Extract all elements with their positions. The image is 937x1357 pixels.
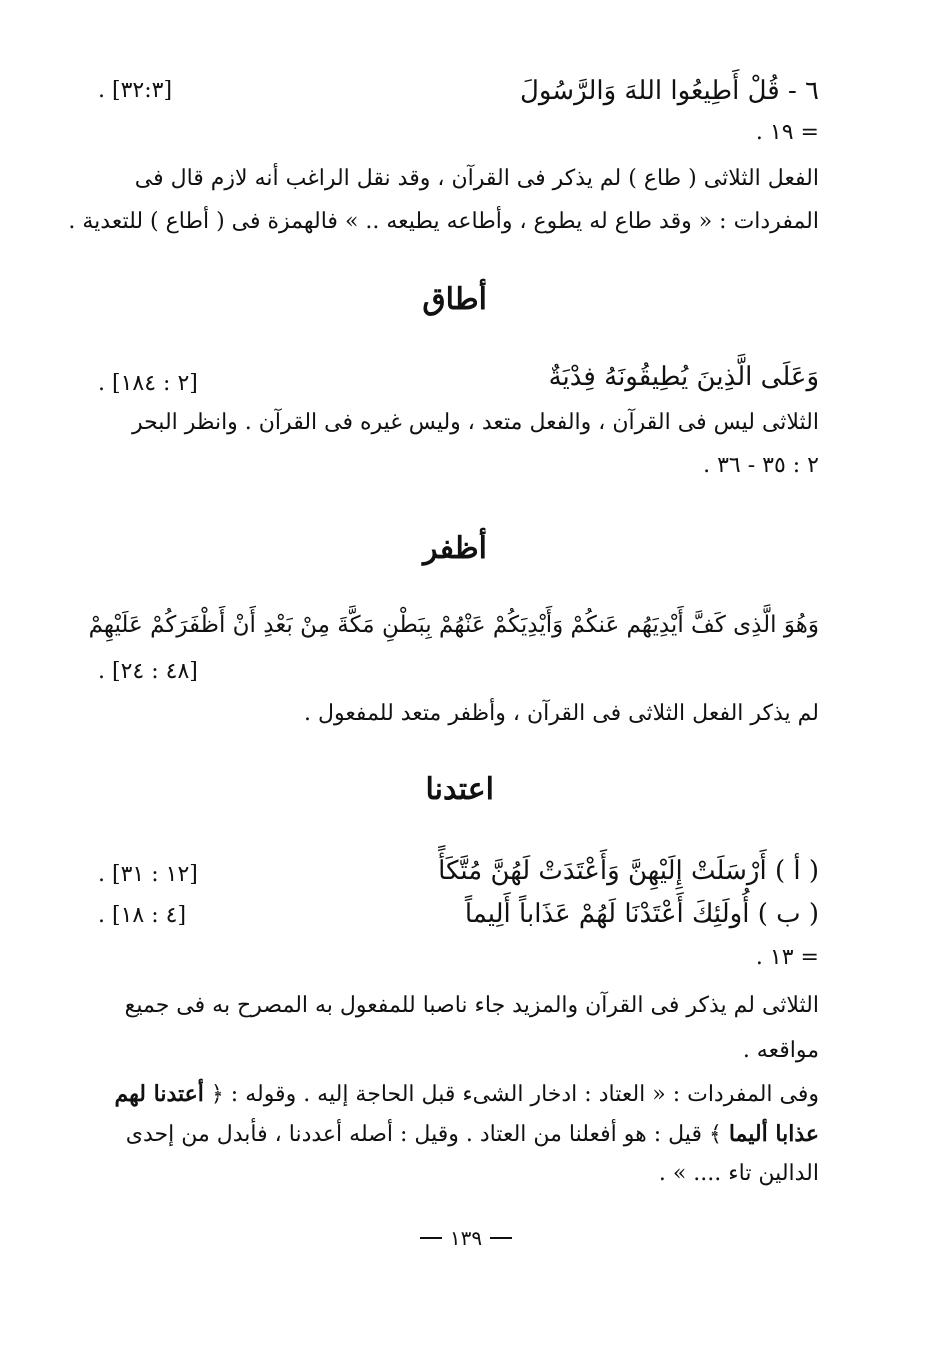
verse-reference: [٤٨ : ٢٤] . (98, 659, 198, 684)
verse-reference: [٤ : ١٨] . (98, 903, 187, 928)
paragraph-line: ٢ : ٣٥ - ٣٦ . (703, 453, 819, 478)
verse-line: وَعَلَى الَّذِينَ يُطِيقُونَهُ فِدْيَةٌ (548, 362, 819, 392)
folio-dash (490, 1237, 512, 1239)
verse-line: وَهُوَ الَّذِى كَفَّ أَيْدِيَهُم عَنكُمْ وَأَيْدِيَكُمْ عَنْهُمْ بِبَطْنِ مَكَّةَ مِنْ بَعْدِ أَنْ أَظْفَرَكُمْ عَلَيْهِمْ (88, 612, 819, 638)
verse-line-a: ( أ ) أَرْسَلَتْ إِلَيْهِنَّ وَأَعْتَدَتْ لَهُنَّ مُتَّكَأً (438, 856, 819, 886)
entry-heading: أطاق (422, 282, 487, 317)
page-number-text: ١٣٩ (449, 1226, 483, 1250)
paragraph-line: المفردات : « وقد طاع له يطوع ، وأطاعه يطيعه .. » فالهمزة فى ( أطاع ) للتعدية . (68, 209, 819, 234)
entry-heading: اعتدنا (425, 772, 494, 807)
paragraph-line: الثلاثى ليس فى القرآن ، والفعل متعد ، وليس غيره فى القرآن . وانظر البحر (131, 410, 819, 435)
verse-line-6: ٦ - قُلْ أَطِيعُوا اللهَ وَالرَّسُولَ (519, 76, 819, 106)
quoted-verse-bold: أعتدنا لهم (114, 1081, 204, 1107)
verse-reference: [٣٢:٣] . (98, 78, 173, 103)
page-number (406, 1228, 526, 1248)
entry-heading: أظفر (423, 531, 487, 566)
paragraph-line: الثلاثى لم يذكر فى القرآن والمزيد جاء ناصبا للمفعول به المصرح به فى جميع (124, 993, 819, 1018)
occurrence-count: = ١٣ . (755, 945, 819, 970)
verse-line-b: ( ب ) أُولَئِكَ أَعْتَدْنَا لَهُمْ عَذَاباً أَلِيماً (464, 899, 819, 929)
occurrence-count: = ١٩ . (755, 120, 819, 145)
paragraph-line: لم يذكر الفعل الثلاثى فى القرآن ، وأظفر متعد للمفعول . (303, 701, 819, 726)
verse-reference: [١٢ : ٣١] . (98, 862, 198, 887)
paragraph-line (115, 1083, 820, 1106)
paragraph-line: الدالين تاء .... » . (658, 1161, 819, 1186)
paragraph-line: مواقعه . (742, 1038, 819, 1063)
verse-reference: [٢ : ١٨٤] . (98, 371, 198, 396)
paragraph-line (126, 1123, 819, 1146)
paragraph-line: الفعل الثلاثى ( طاع ) لم يذكر فى القرآن ، وقد نقل الراغب أنه لازم قال فى (134, 166, 819, 191)
quoted-verse-bold: عذابا أليما (728, 1121, 819, 1147)
folio-dash (420, 1237, 442, 1239)
paragraph-text: وفى المفردات : « العتاد : ادخار الشىء قبل الحاجة إليه . وقوله : ﴿ (210, 1082, 819, 1107)
paragraph-text: ﴾ قيل : هو أفعلنا من العتاد . وقيل : أصله أعددنا ، فأبدل من إحدى (125, 1122, 722, 1147)
